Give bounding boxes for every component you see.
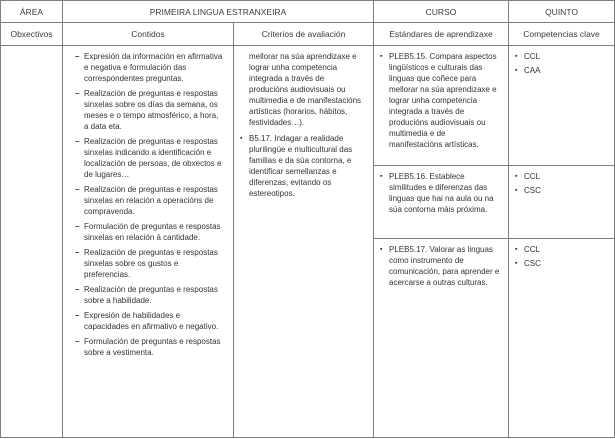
header-contidos: Contidos	[63, 23, 234, 46]
contidos-item-text: Expresión da información en afirmativa e negativa e formulación das correspondentes preguntas.	[84, 52, 223, 83]
contidos-cell	[63, 46, 234, 438]
estandar-cell-1	[374, 46, 509, 166]
square-bullet: ▪	[515, 260, 518, 267]
criterios-item	[240, 133, 365, 199]
header-obxectivos: Obxectivos	[1, 23, 63, 46]
competencia-item	[515, 51, 606, 62]
contidos-item	[75, 184, 224, 217]
criterios-item-text: B5.17. Indagar a realidade plurilingüe e multicultural das familias e da súa contorna, e identificar semellanzas e diferenzas, evitando os estereotipos.	[249, 134, 353, 198]
estandar-text: PLEB5.15. Compara aspectos lingüísticos e culturais das linguas que coñece para mellorar na súa aprendizaxe e lograr unha competencia integrada a través de producións audiovisuais ou multimedia e de manifestacións artísticas.	[389, 52, 497, 149]
dash-bullet: –	[75, 185, 80, 194]
contidos-item-text: Formulación de preguntas e respostas sobre a vestimenta.	[84, 337, 221, 357]
dash-bullet: –	[75, 337, 80, 346]
header-quinto: QUINTO	[509, 1, 615, 23]
contidos-item-text: Realización de preguntas e respostas sinxelas sobre os gustos e preferencias.	[84, 248, 218, 279]
contidos-item-text: Realización de preguntas e respostas sinxelas en relación a operacións de compravenda.	[84, 185, 218, 216]
criterios-cell	[234, 46, 374, 438]
contidos-item	[75, 247, 224, 280]
contidos-item-text: Expresión de habilidades e capacidades en afirmativo e negativo.	[84, 311, 219, 331]
header-estandares: Estándares de aprendizaxe	[374, 23, 509, 46]
contidos-item	[75, 284, 224, 306]
competencia-text: CAA	[524, 66, 541, 75]
estandar-cell-2	[374, 166, 509, 239]
contidos-item	[75, 336, 224, 358]
competencia-text: CCL	[524, 172, 541, 181]
contidos-item	[75, 310, 224, 332]
dash-bullet: –	[75, 89, 80, 98]
square-bullet: ▪	[515, 173, 518, 180]
competencia-item	[515, 171, 606, 182]
dash-bullet: –	[75, 137, 80, 146]
header-row-sub	[1, 23, 615, 46]
competencia-item	[515, 244, 606, 255]
contidos-list	[63, 46, 233, 362]
dash-bullet: –	[75, 311, 80, 320]
estandar-item	[380, 51, 500, 150]
square-bullet: ▪	[515, 53, 518, 60]
square-bullet: ▪	[515, 246, 518, 253]
contidos-item-text: Realización de preguntas e respostas sinxelas indicando a identificación e localización de persoas, de obxectos e de lugares…	[84, 137, 222, 179]
competencia-text: CCL	[524, 52, 541, 61]
contidos-item	[75, 51, 224, 84]
square-bullet: ▪	[515, 67, 518, 74]
estandar-item	[380, 244, 500, 288]
competencia-text: CSC	[524, 259, 541, 268]
header-criterios: Criterios de avaliación	[234, 23, 374, 46]
body-row-1	[1, 46, 615, 166]
estandar-item	[380, 171, 500, 215]
contidos-item	[75, 136, 224, 180]
competencias-list	[509, 166, 614, 203]
competencias-cell-2	[509, 166, 615, 239]
estandar-text: PLEB5.16. Establece similitudes e diferenzas das linguas que hai na aula ou na súa contorna máis próxima.	[389, 172, 494, 214]
estandar-cell-3	[374, 239, 509, 438]
obxectivos-cell	[1, 46, 63, 438]
square-bullet: ▪	[515, 187, 518, 194]
competencia-text: CSC	[524, 186, 541, 195]
criterios-continuation-text: mellorar na súa aprendizaxe e lograr unha competencia integrada a través de producións audiovisuais ou multimedia e de manifestacións artísticas (horarios, hábitos, festividades…).	[249, 52, 362, 127]
competencia-item	[515, 258, 606, 269]
competencias-list	[509, 46, 614, 83]
square-bullet: ▪	[380, 246, 383, 253]
competencia-item	[515, 65, 606, 76]
competencias-cell-1	[509, 46, 615, 166]
square-bullet: ▪	[240, 135, 243, 142]
square-bullet: ▪	[380, 173, 383, 180]
dash-bullet: –	[75, 52, 80, 61]
contidos-item-text: Formulación de preguntas e respostas sinxelas en relación á cantidade.	[84, 222, 221, 242]
competencias-cell-3	[509, 239, 615, 438]
header-curso: CURSO	[374, 1, 509, 23]
contidos-item	[75, 221, 224, 243]
competencias-list	[509, 239, 614, 276]
header-subject: PRIMEIRA LINGUA ESTRANXEIRA	[63, 1, 374, 23]
dash-bullet: –	[75, 222, 80, 231]
header-competencias: Competencias clave	[509, 23, 615, 46]
dash-bullet: –	[75, 248, 80, 257]
header-row-top	[1, 1, 615, 23]
contidos-item	[75, 88, 224, 132]
square-bullet: ▪	[380, 53, 383, 60]
competencia-text: CCL	[524, 245, 541, 254]
header-area: ÁREA	[1, 1, 63, 23]
estandar-text: PLEB5.17. Valorar as linguas como instrumento de comunicación, para aprender e acercarse a outras culturas.	[389, 245, 500, 287]
dash-bullet: –	[75, 285, 80, 294]
contidos-item-text: Realización de preguntas e respostas sinxelas sobre os días da semana, os meses e o tempo atmosférico, a hora, a data eta.	[84, 89, 219, 131]
contidos-item-text: Realización de preguntas e respostas sobre a habilidade.	[84, 285, 218, 305]
competencia-item	[515, 185, 606, 196]
